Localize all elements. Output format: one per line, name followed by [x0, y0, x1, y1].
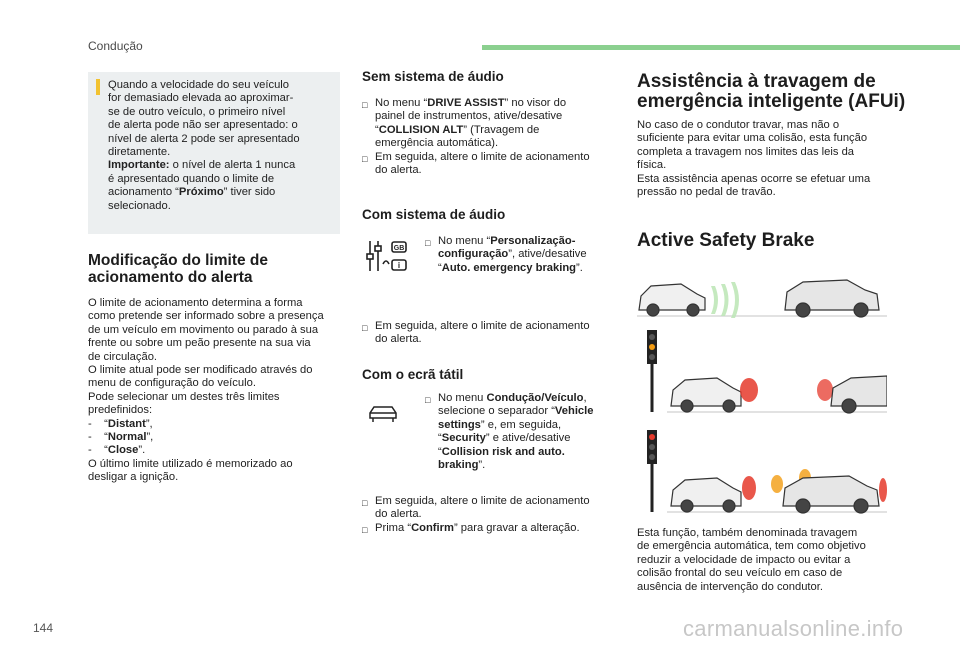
- note-text: Quando a velocidade do seu veículo for demasiado elevada ao aproximar- se de outro veículo, o primeiro nível de alerta pode não ser apresentado: o nível de alerta 2 pode ser apresentado diretamente. Importante: o nível de alerta 1 nunca é apresentado quando o limite de acionamento “Próximo” tiver sido selecionado.: [108, 79, 300, 212]
- audio-settings-icon: [364, 238, 410, 274]
- emergency-braking-illustration: [637, 426, 887, 516]
- threshold-title: Modificação do limite de acionamento do alerta: [88, 252, 268, 286]
- asb-title: Active Safety Brake: [637, 230, 815, 251]
- asb-paragraph: Esta função, também denominada travagem de emergência automática, tem como objetivo reduzir a velocidade de impacto ou evitar a colisão frontal do seu veículo em caso de ausência de intervenção do condutor.: [637, 527, 866, 593]
- option-normal: - “Normal”,: [88, 431, 154, 444]
- afu-paragraph: No caso de o condutor travar, mas não o suficiente para evitar uma colisão, esta função completa a travagem nos limites das leis da física. Esta assistência apenas ocorre se efetuar uma pressão no pedal de travão.: [637, 119, 871, 199]
- section-header-bar: [482, 45, 960, 50]
- audio-instructions: □ No menu “Personalização- configuração”, ative/desative “Auto. emergency braking”.: [425, 235, 587, 274]
- touch-title: Com o ecrã tátil: [362, 367, 464, 382]
- collision-alert-illustration: [637, 326, 887, 416]
- note-marker: [96, 79, 100, 95]
- audio-title: Com sistema de áudio: [362, 207, 506, 222]
- touch-instructions-2: □ Em seguida, altere o limite de acionamento do alerta. □ Prima “Confirm” para gravar a alteração.: [362, 495, 590, 535]
- svg-text:i: i: [397, 261, 401, 270]
- option-distant: - “Distant”,: [88, 417, 153, 430]
- no-audio-instructions: □ No menu “DRIVE ASSIST” no visor do painel de instrumentos, ative/desative “COLLISION ALT” (Travagem de emergência automática). □ Em seguida, altere o limite de acionamento do alerta.: [362, 97, 590, 177]
- page-number: 144: [33, 621, 54, 635]
- no-audio-title: Sem sistema de áudio: [362, 69, 504, 84]
- car-settings-icon: [366, 402, 400, 426]
- svg-text:GB: GB: [393, 245, 405, 252]
- section-header: Condução: [88, 39, 143, 53]
- watermark: carmanualsonline.info: [683, 616, 904, 641]
- following-car-illustration: [637, 272, 887, 322]
- option-close: - “Close”.: [88, 444, 146, 457]
- touch-instructions: □ No menu Condução/Veículo, selecione o separador “Vehicle settings” e, em seguida, “Security” e ative/desative “Collision risk and auto. braking”.: [425, 392, 594, 472]
- audio-instructions-2: □ Em seguida, altere o limite de acionamento do alerta.: [362, 320, 590, 346]
- afu-title: Assistência à travagem de emergência inteligente (AFUi): [637, 71, 906, 112]
- threshold-paragraph: O limite de acionamento determina a forma como pretende ser informado sobre a presença de um veículo em movimento ou parado à sua frente ou sobre um peão presente na sua via de circulação. O limite atual pode ser modificado através do menu de configuração do veículo. Pode selecionar um destes três limites predefinidos: - “Distant”, - “Normal”, - “Close”. O último limite utilizado é memorizado ao desligar a ignição.: [88, 297, 348, 485]
